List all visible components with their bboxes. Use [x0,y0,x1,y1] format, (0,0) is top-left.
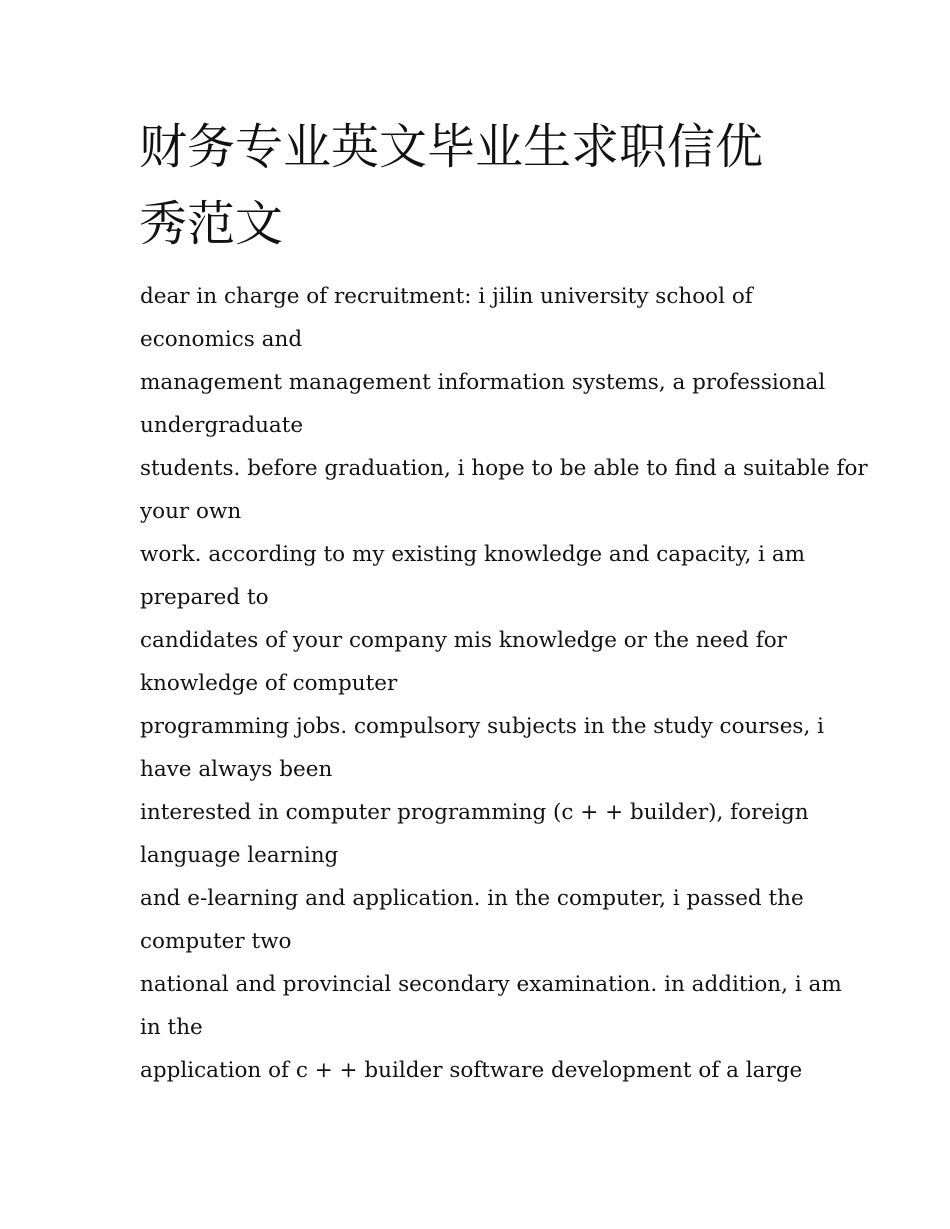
title-line: 秀范文 [139,196,284,252]
body-line: prepared to [140,585,269,610]
body-line: language learning [140,843,339,868]
body-line: knowledge of computer [140,671,398,696]
body-line: candidates of your company mis knowledge or the need for [140,628,787,653]
body-line: and e-learning and application. in the computer, i passed the [140,886,804,911]
body-line: computer two [140,929,292,954]
document-body [140,275,868,1092]
body-line: programming jobs. compulsory subjects in the study courses, i [140,714,825,739]
body-line: students. before graduation, i hope to be able to find a suitable for [140,456,868,481]
body-line: interested in computer programming (c + + builder), foreign [140,800,809,825]
body-line: in the [140,1015,203,1040]
body-line: your own [140,499,242,524]
body-line: undergraduate [140,413,304,438]
body-line: national and provincial secondary examination. in addition, i am [140,972,842,997]
body-line: management management information systems, a professional [140,370,826,395]
body-line: dear in charge of recruitment: i jilin university school of [140,284,753,309]
body-line: have always been [140,757,333,782]
title-line: 财务专业英文毕业生求职信优 [139,119,764,175]
document-title [139,109,819,263]
body-line: economics and [140,327,303,352]
body-line: application of c + + builder software development of a large [140,1058,803,1083]
body-line: work. according to my existing knowledge and capacity, i am [140,542,806,567]
